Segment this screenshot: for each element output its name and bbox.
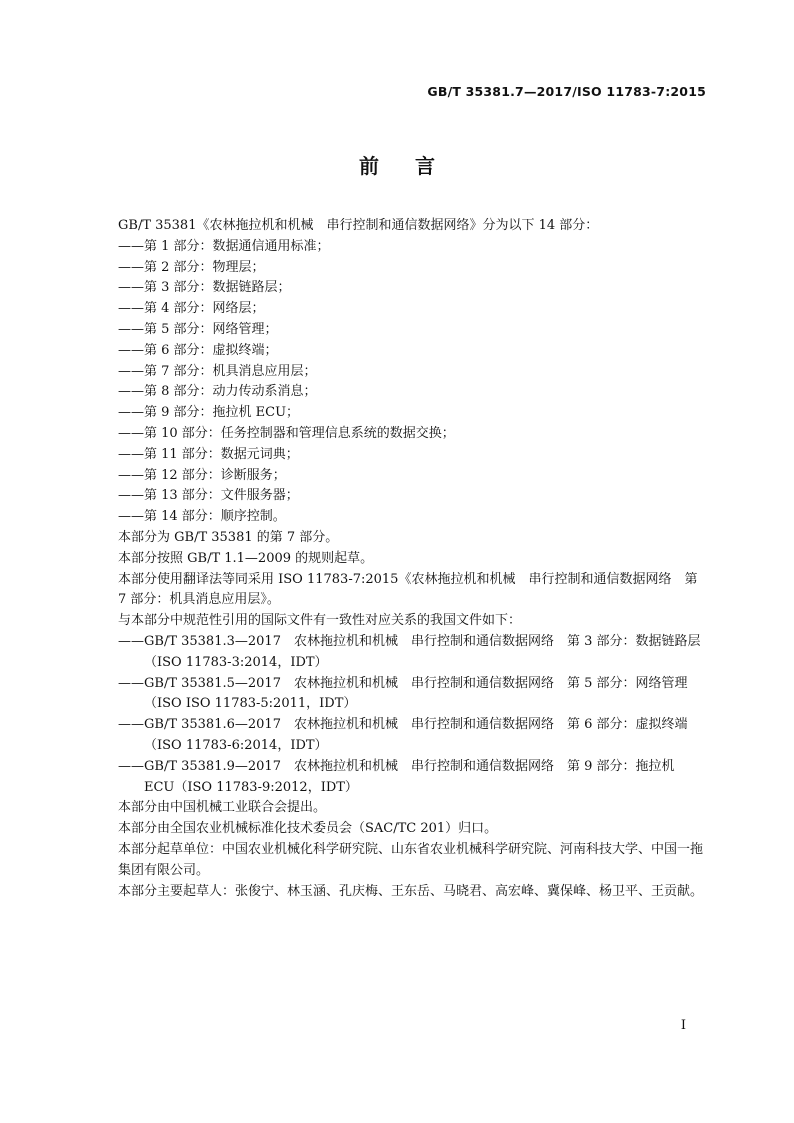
drafting-rules-statement: 本部分按照 GB/T 1.1—2009 的规则起草。	[118, 550, 374, 566]
references-intro: 与本部分中规范性引用的国际文件有一致性对应关系的我国文件如下：	[118, 613, 522, 629]
drafters-statement: 本部分主要起草人：张俊宁、林玉涵、孔庆梅、王东岳、马晓君、高宏峰、冀保峰、杨卫平、王贡献。	[118, 883, 704, 899]
list-item: ——第 1 部分：数据通信通用标准；	[118, 238, 330, 254]
standard-code-header: GB/T 35381.7—2017/ISO 11783-7:2015	[427, 84, 706, 99]
list-item: ——第 2 部分：物理层；	[118, 259, 265, 275]
reference-dash: ——	[118, 633, 144, 649]
translation-statement: 本部分使用翻译法等同采用 ISO 11783-7:2015《农林拖拉机和机械 串行控制和通信数据网络 第 7 部分：机具消息应用层》。	[118, 571, 698, 608]
drafting-units-statement: 本部分起草单位：中国农业机械化科学研究院、山东省农业机械科学研究院、河南科技大学、中国一拖集团有限公司。	[118, 841, 704, 878]
reference-text: GB/T 35381.3—2017 农林拖拉机和机械 串行控制和通信数据网络 第 3 部分：数据链路层（ISO 11783-3:2014，IDT）	[144, 633, 701, 670]
list-item: ——第 7 部分：机具消息应用层；	[118, 363, 317, 379]
reference-dash: ——	[118, 717, 144, 733]
reference-text: GB/T 35381.5—2017 农林拖拉机和机械 串行控制和通信数据网络 第 5 部分：网络管理（ISO ISO 11783-5:2011，IDT）	[144, 675, 688, 712]
reference-item	[91, 632, 705, 674]
list-item: ——第 3 部分：数据链路层；	[118, 280, 291, 296]
list-item: ——第 6 部分：虚拟终端；	[118, 342, 278, 358]
list-item: ——第 13 部分：文件服务器；	[118, 488, 299, 504]
reference-text: GB/T 35381.9—2017 农林拖拉机和机械 串行控制和通信数据网络 第 9 部分：拖拉机 ECU（ISO 11783-9:2012，IDT）	[144, 758, 675, 795]
reference-text: GB/T 35381.6—2017 农林拖拉机和机械 串行控制和通信数据网络 第 6 部分：虚拟终端（ISO 11783-6:2014，IDT）	[144, 717, 688, 753]
part-statement: 本部分为 GB/T 35381 的第 7 部分。	[118, 529, 339, 545]
list-item: ——第 4 部分：网络层；	[118, 301, 265, 317]
reference-item	[91, 757, 705, 799]
list-item: ——第 9 部分：拖拉机 ECU；	[118, 405, 300, 421]
list-item: ——第 12 部分：诊断服务；	[118, 467, 286, 483]
committee-statement: 本部分由全国农业机械标准化技术委员会（SAC/TC 201）归口。	[118, 821, 498, 837]
list-item: ——第 10 部分：任务控制器和管理信息系统的数据交换；	[118, 425, 455, 441]
reference-item	[91, 674, 705, 716]
list-item: ——第 11 部分：数据元词典；	[118, 446, 299, 462]
reference-dash: ——	[118, 675, 144, 691]
intro-paragraph: GB/T 35381《农林拖拉机和机械 串行控制和通信数据网络》分为以下 14 部分：	[118, 218, 599, 233]
reference-item	[91, 715, 705, 757]
list-item: ——第 5 部分：网络管理；	[118, 321, 278, 337]
references-list	[91, 632, 705, 798]
list-item: ——第 8 部分：动力传动系消息；	[118, 384, 317, 400]
page-number: I	[680, 1018, 686, 1033]
proposer-statement: 本部分由中国机械工业联合会提出。	[118, 800, 327, 816]
list-item: ——第 14 部分：顺序控制。	[118, 509, 286, 525]
page-title: 前言	[359, 154, 471, 178]
reference-dash: ——	[118, 758, 144, 774]
foreword-body	[91, 216, 705, 902]
parts-list	[91, 237, 705, 528]
